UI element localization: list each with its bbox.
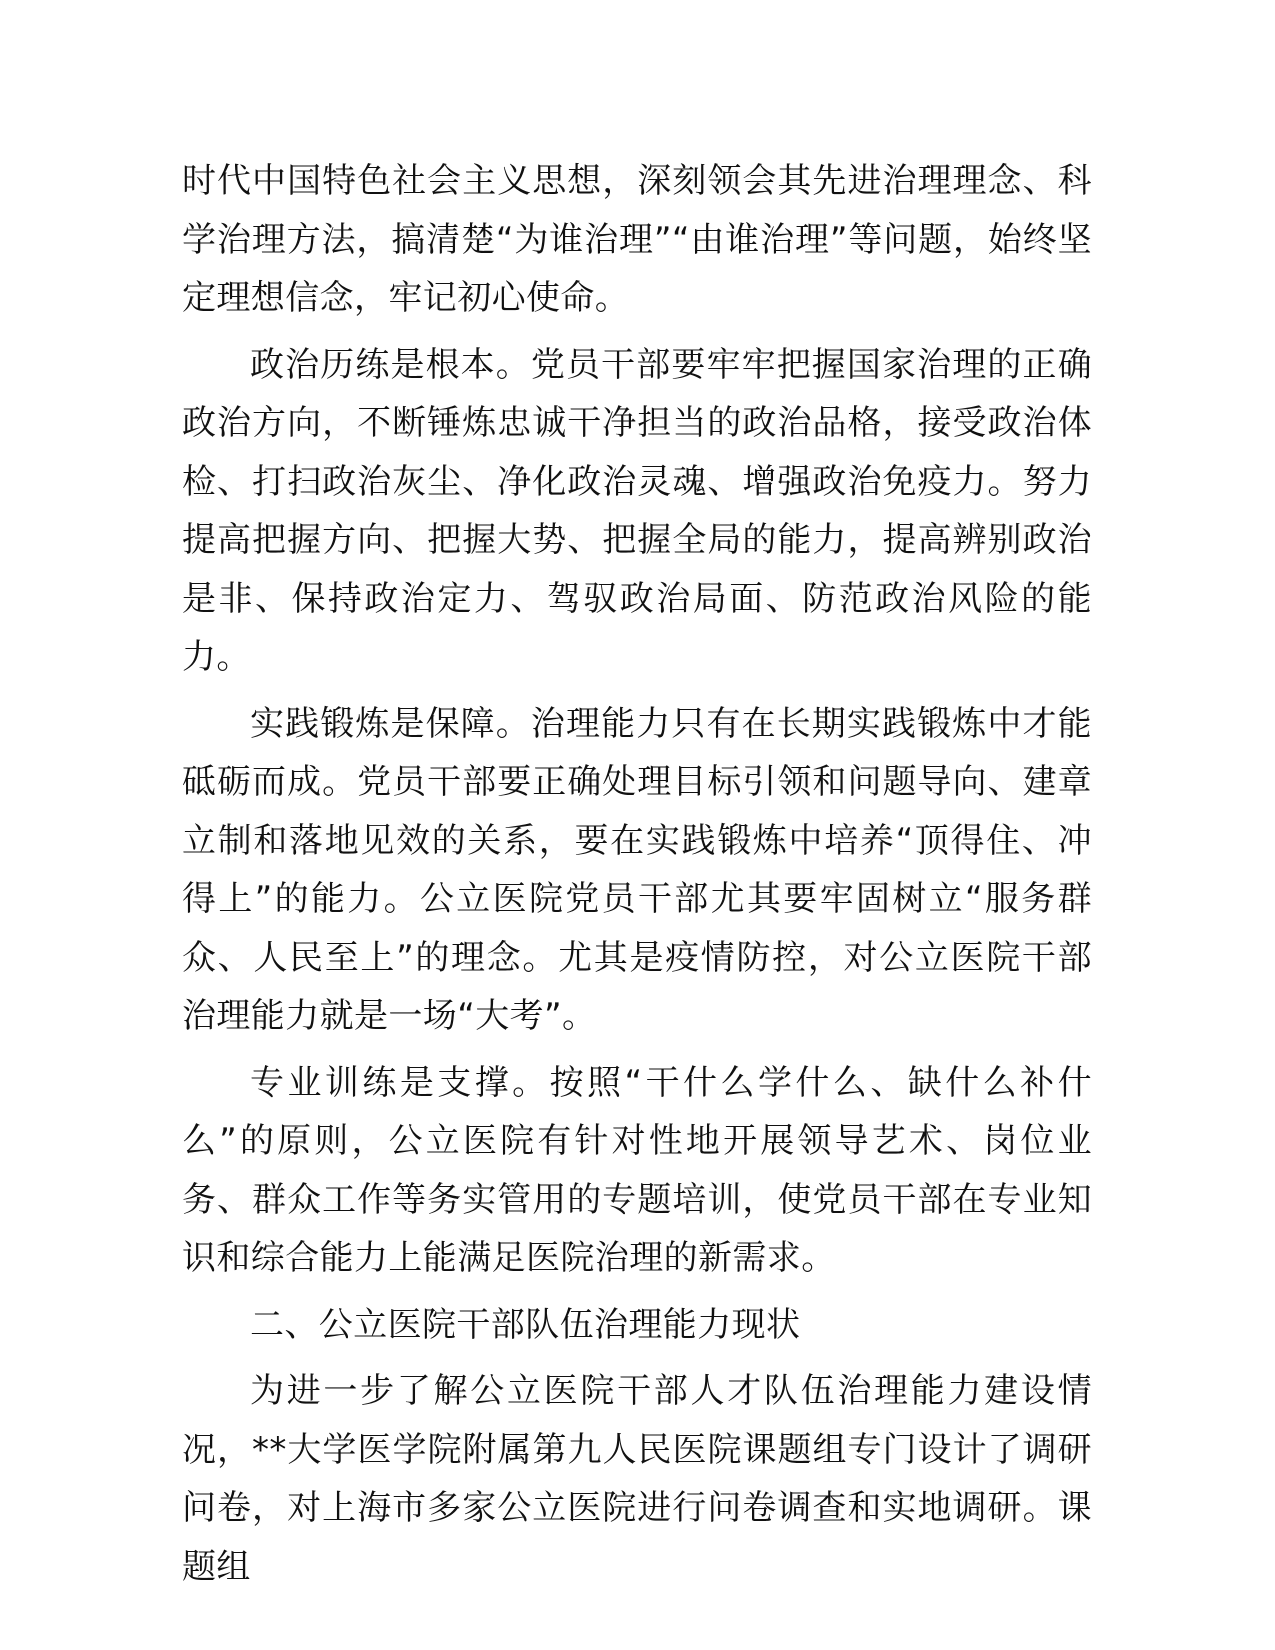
paragraph-professional-training: 专业训练是支撑。按照“干什么学什么、缺什么补什么”的原则，公立医院有针对性地开展领导艺术、岗位业务、群众工作等务实管用的专题培训，使党员干部在专业知识和综合能力上能满足医院治理的新需求。 [182, 1062, 1092, 1278]
paragraph-continuation: 时代中国特色社会主义思想，深刻领会其先进治理理念、科学治理方法，搞清楚“为谁治理”“由谁治理”等问题，始终坚定理想信念，牢记初心使命。 [182, 161, 1092, 318]
section-heading: 二、公立医院干部队伍治理能力现状 [250, 1304, 801, 1345]
paragraph-political-training: 政治历练是根本。党员干部要牢牢把握国家治理的正确政治方向，不断锤炼忠诚干净担当的政治品格，接受政治体检、打扫政治灰尘、净化政治灵魂、增强政治免疫力。努力提高把握方向、把握大势、把握全局的能力，提高辨别政治是非、保持政治定力、驾驭政治局面、防范政治风险的能力。 [182, 344, 1092, 677]
body-text [182, 152, 1092, 1604]
paragraph-survey: 为进一步了解公立医院干部人才队伍治理能力建设情况，**大学医学院附属第九人民医院课题组专门设计了调研问卷，对上海市多家公立医院进行问卷调查和实地调研。课题组 [182, 1371, 1092, 1587]
paragraph-practice-training: 实践锻炼是保障。治理能力只有在长期实践锻炼中才能砥砺而成。党员干部要正确处理目标引领和问题导向、建章立制和落地见效的关系，要在实践锻炼中培养“顶得住、冲得上”的能力。公立医院党员干部尤其要牢固树立“服务群众、人民至上”的理念。尤其是疫情防控，对公立医院干部治理能力就是一场“大考”。 [182, 703, 1092, 1036]
